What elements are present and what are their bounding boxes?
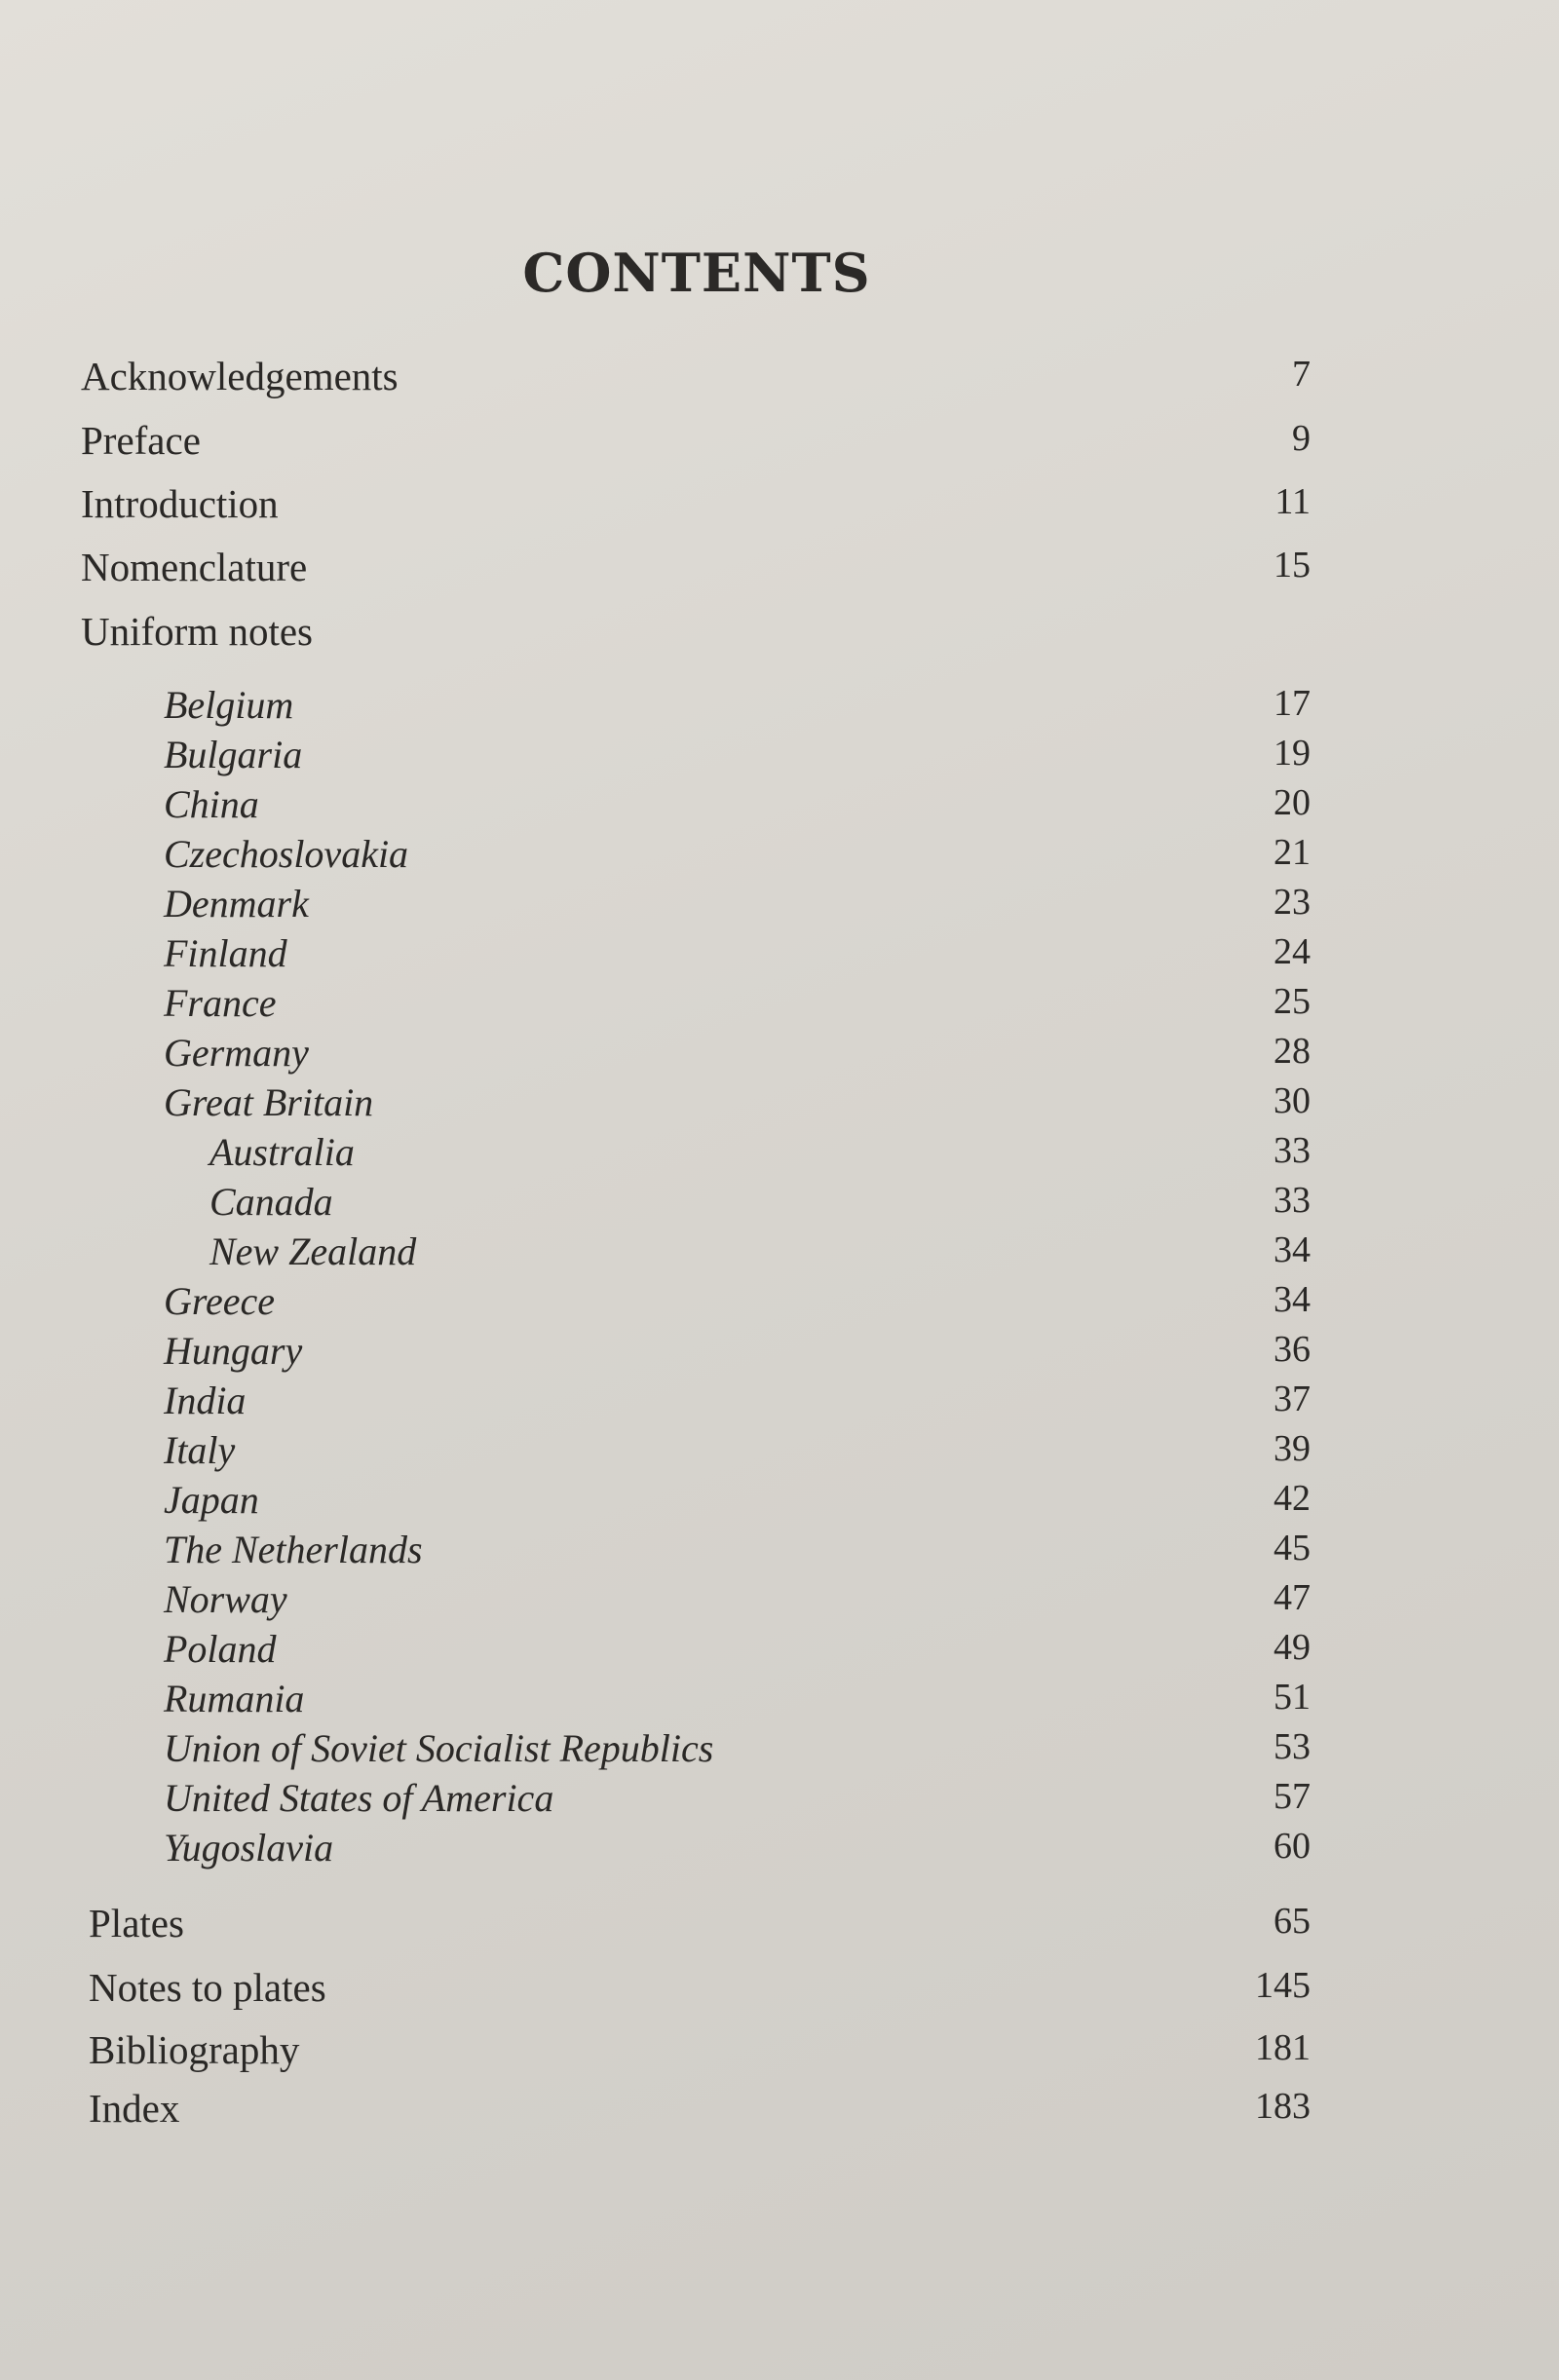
toc-entry bbox=[164, 1676, 1311, 1724]
toc-entry-page: 181 bbox=[1255, 2027, 1311, 2068]
toc-entry bbox=[164, 1030, 1311, 1078]
toc-entry-page: 36 bbox=[1274, 1329, 1311, 1370]
toc-entry-page: 33 bbox=[1274, 1130, 1311, 1171]
toc-entry-label: Canada bbox=[209, 1180, 333, 1224]
toc-entry bbox=[164, 930, 1311, 979]
toc-entry bbox=[164, 682, 1311, 731]
toc-entry bbox=[164, 1527, 1311, 1575]
toc-entry-page: 19 bbox=[1274, 733, 1311, 774]
toc-entry-page: 20 bbox=[1274, 782, 1311, 823]
toc-entry bbox=[164, 1079, 1311, 1128]
toc-entry-label: China bbox=[164, 782, 259, 826]
toc-entry-label: Poland bbox=[164, 1627, 277, 1671]
toc-entry-page: 47 bbox=[1274, 1577, 1311, 1618]
toc-entry-label: Introduction bbox=[81, 481, 279, 526]
toc-entry-page: 39 bbox=[1274, 1428, 1311, 1469]
page-title: CONTENTS bbox=[522, 242, 871, 304]
toc-entry bbox=[164, 1427, 1311, 1476]
toc-entry-label: Finland bbox=[164, 931, 287, 975]
toc-entry-label: France bbox=[164, 981, 277, 1025]
toc-entry-page: 7 bbox=[1292, 354, 1311, 395]
toc-entry bbox=[164, 980, 1311, 1029]
toc-entry bbox=[164, 1328, 1311, 1377]
toc-entry-page: 33 bbox=[1274, 1180, 1311, 1221]
toc-entry-label: Union of Soviet Socialist Republics bbox=[164, 1726, 714, 1770]
toc-entry-page: 60 bbox=[1274, 1826, 1311, 1867]
toc-entry-page: 37 bbox=[1274, 1379, 1311, 1419]
toc-entry bbox=[209, 1179, 1311, 1228]
toc-entry-label: Uniform notes bbox=[81, 609, 313, 654]
toc-entry bbox=[209, 1228, 1311, 1277]
toc-entry bbox=[164, 1278, 1311, 1327]
toc-entry-page: 11 bbox=[1274, 481, 1311, 522]
toc-entry-page: 28 bbox=[1274, 1031, 1311, 1072]
toc-entry-label: The Netherlands bbox=[164, 1528, 423, 1571]
toc-entry bbox=[164, 881, 1311, 929]
toc-entry-page: 34 bbox=[1274, 1229, 1311, 1270]
toc-entry-page: 42 bbox=[1274, 1478, 1311, 1519]
toc-entry-page: 9 bbox=[1292, 418, 1311, 459]
toc-entry bbox=[164, 1576, 1311, 1625]
toc-entry-page: 183 bbox=[1255, 2086, 1311, 2127]
toc-entry-label: Rumania bbox=[164, 1677, 305, 1720]
toc-entry-label: Great Britain bbox=[164, 1080, 374, 1124]
toc-entry bbox=[164, 1825, 1311, 1873]
toc-entry-page: 24 bbox=[1274, 931, 1311, 972]
toc-entry-label: Nomenclature bbox=[81, 545, 308, 589]
toc-entry bbox=[81, 353, 1311, 401]
toc-entry-label: Belgium bbox=[164, 683, 294, 727]
toc-entry-label: Plates bbox=[89, 1901, 184, 1946]
toc-entry bbox=[164, 1775, 1311, 1824]
toc-entry-page: 15 bbox=[1274, 545, 1311, 586]
toc-entry bbox=[89, 2085, 1311, 2134]
toc-entry-page: 51 bbox=[1274, 1677, 1311, 1718]
toc-entry bbox=[164, 781, 1311, 830]
toc-entry bbox=[89, 2026, 1311, 2075]
toc-entry-label: Czechoslovakia bbox=[164, 832, 409, 876]
toc-entry bbox=[164, 1378, 1311, 1426]
toc-entry-page: 17 bbox=[1274, 683, 1311, 724]
toc-entry-page: 25 bbox=[1274, 981, 1311, 1022]
toc-entry bbox=[81, 480, 1311, 529]
toc-entry-page: 30 bbox=[1274, 1080, 1311, 1121]
toc-entry-label: Greece bbox=[164, 1279, 275, 1323]
toc-entry bbox=[209, 1129, 1311, 1178]
toc-entry bbox=[164, 1626, 1311, 1675]
toc-entry-label: Denmark bbox=[164, 882, 309, 926]
toc-entry-page: 53 bbox=[1274, 1726, 1311, 1767]
toc-entry-label: Japan bbox=[164, 1478, 259, 1522]
toc-entry-label: Germany bbox=[164, 1031, 309, 1075]
toc-entry-page: 145 bbox=[1255, 1965, 1311, 2006]
toc-entry-label: Index bbox=[89, 2086, 180, 2131]
toc-entry-label: India bbox=[164, 1379, 247, 1422]
toc-entry bbox=[164, 1725, 1311, 1774]
toc-entry-label: United States of America bbox=[164, 1776, 554, 1820]
toc-entry-page: 57 bbox=[1274, 1776, 1311, 1817]
toc-entry-label: Preface bbox=[81, 418, 201, 463]
toc-entry bbox=[81, 544, 1311, 592]
toc-entry bbox=[81, 417, 1311, 466]
toc-entry bbox=[164, 831, 1311, 880]
toc-entry-page: 23 bbox=[1274, 882, 1311, 923]
toc-entry bbox=[89, 1964, 1311, 2013]
toc-entry-label: Bibliography bbox=[89, 2027, 300, 2072]
toc-entry-label: Australia bbox=[209, 1130, 355, 1174]
toc-entry bbox=[164, 1477, 1311, 1526]
toc-entry-label: Yugoslavia bbox=[164, 1826, 334, 1870]
toc-entry-label: Hungary bbox=[164, 1329, 303, 1373]
toc-entry-label: Norway bbox=[164, 1577, 287, 1621]
toc-entry-page: 21 bbox=[1274, 832, 1311, 873]
toc-entry bbox=[164, 732, 1311, 780]
toc-entry-label: Bulgaria bbox=[164, 733, 303, 776]
toc-entry-label: Notes to plates bbox=[89, 1965, 326, 2010]
toc-entry-label: New Zealand bbox=[209, 1229, 417, 1273]
toc-entry bbox=[81, 608, 1311, 657]
toc-entry-label: Acknowledgements bbox=[81, 354, 399, 398]
toc-entry-page: 34 bbox=[1274, 1279, 1311, 1320]
toc-entry-page: 49 bbox=[1274, 1627, 1311, 1668]
toc-entry-page: 45 bbox=[1274, 1528, 1311, 1568]
toc-entry-label: Italy bbox=[164, 1428, 236, 1472]
toc-entry-page: 65 bbox=[1274, 1901, 1311, 1942]
toc-entry bbox=[89, 1900, 1311, 1948]
